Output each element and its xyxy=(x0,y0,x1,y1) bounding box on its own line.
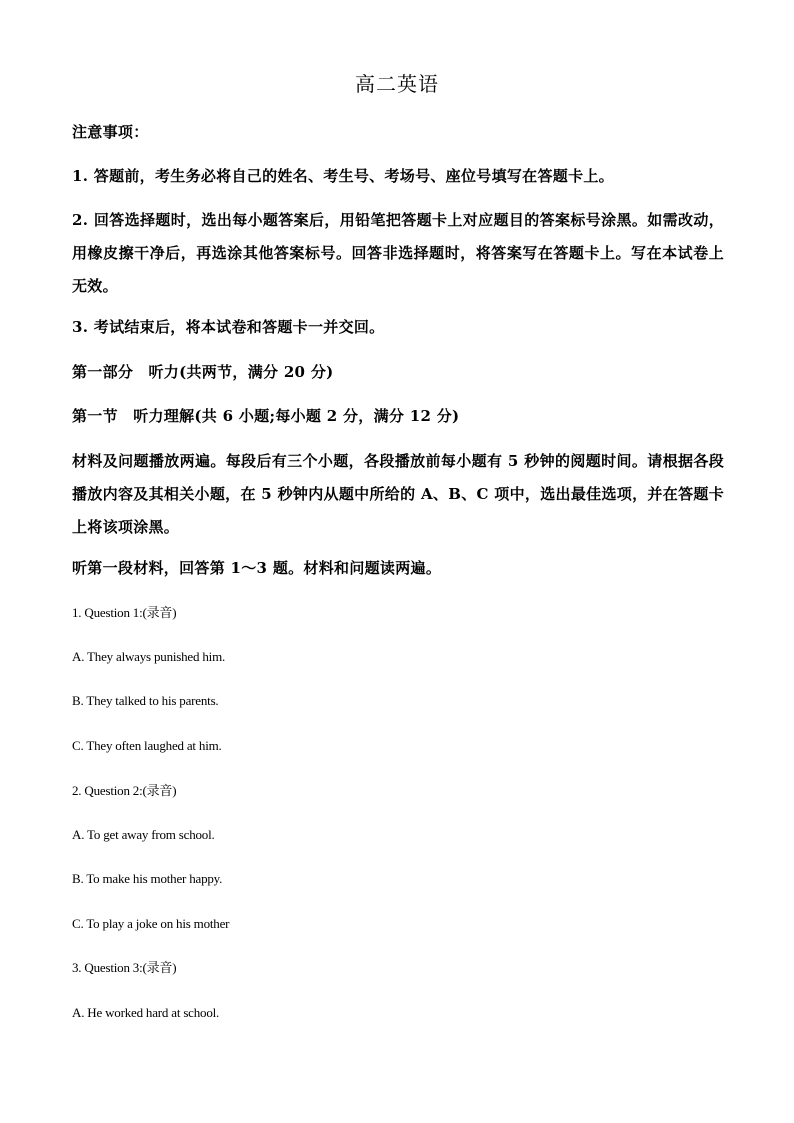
page-title: 高二英语 xyxy=(355,72,439,96)
section1-heading: 第一节 听力理解(共 6 小题;每小题 2 分，满分 12 分) xyxy=(72,407,460,425)
question-1-option-c: C. They often laughed at him. xyxy=(72,738,222,753)
notice-item-3: 3. 考试结束后，将本试卷和答题卡一并交回。 xyxy=(72,318,385,336)
question-2-option-a: A. To get away from school. xyxy=(72,827,215,842)
question-stem-2: 2. Question 2:(录音) xyxy=(72,783,177,798)
question-1-option-b: B. They talked to his parents. xyxy=(72,693,219,708)
notice-heading: 注意事项： xyxy=(72,123,149,141)
question-stem-3: 3. Question 3:(录音) xyxy=(72,960,177,975)
notice-item-2: 2. 回答选择题时，选出每小题答案后，用铅笔把答题卡上对应题目的答案标号涂黑。如需改动，用橡皮擦干净后，再选涂其他答案标号。回答非选择题时，将答案写在答题卡上。写在本试卷上无效。 xyxy=(72,211,724,295)
question-2-option-c: C. To play a joke on his mother xyxy=(72,916,230,931)
passage1-intro: 听第一段材料，回答第 1～3 题。材料和问题读两遍。 xyxy=(72,559,442,577)
question-1-option-a: A. They always punished him. xyxy=(72,649,226,664)
part1-heading: 第一部分 听力(共两节，满分 20 分) xyxy=(72,363,334,381)
question-stem-1: 1. Question 1:(录音) xyxy=(72,605,177,620)
notice-item-1: 1. 答题前，考生务必将自己的姓名、考生号、考场号、座位号填写在答题卡上。 xyxy=(72,167,614,185)
listening-instructions: 材料及问题播放两遍。每段后有三个小题，各段播放前每小题有 5 秒钟的阅题时间。请根据各段播放内容及其相关小题，在 5 秒钟内从题中所给的 A、B、C 项中，选出最佳选项，并在答题卡上将该项涂黑。 xyxy=(72,452,724,536)
question-3-option-a: A. He worked hard at school. xyxy=(72,1005,220,1020)
question-2-option-b: B. To make his mother happy. xyxy=(72,871,223,886)
